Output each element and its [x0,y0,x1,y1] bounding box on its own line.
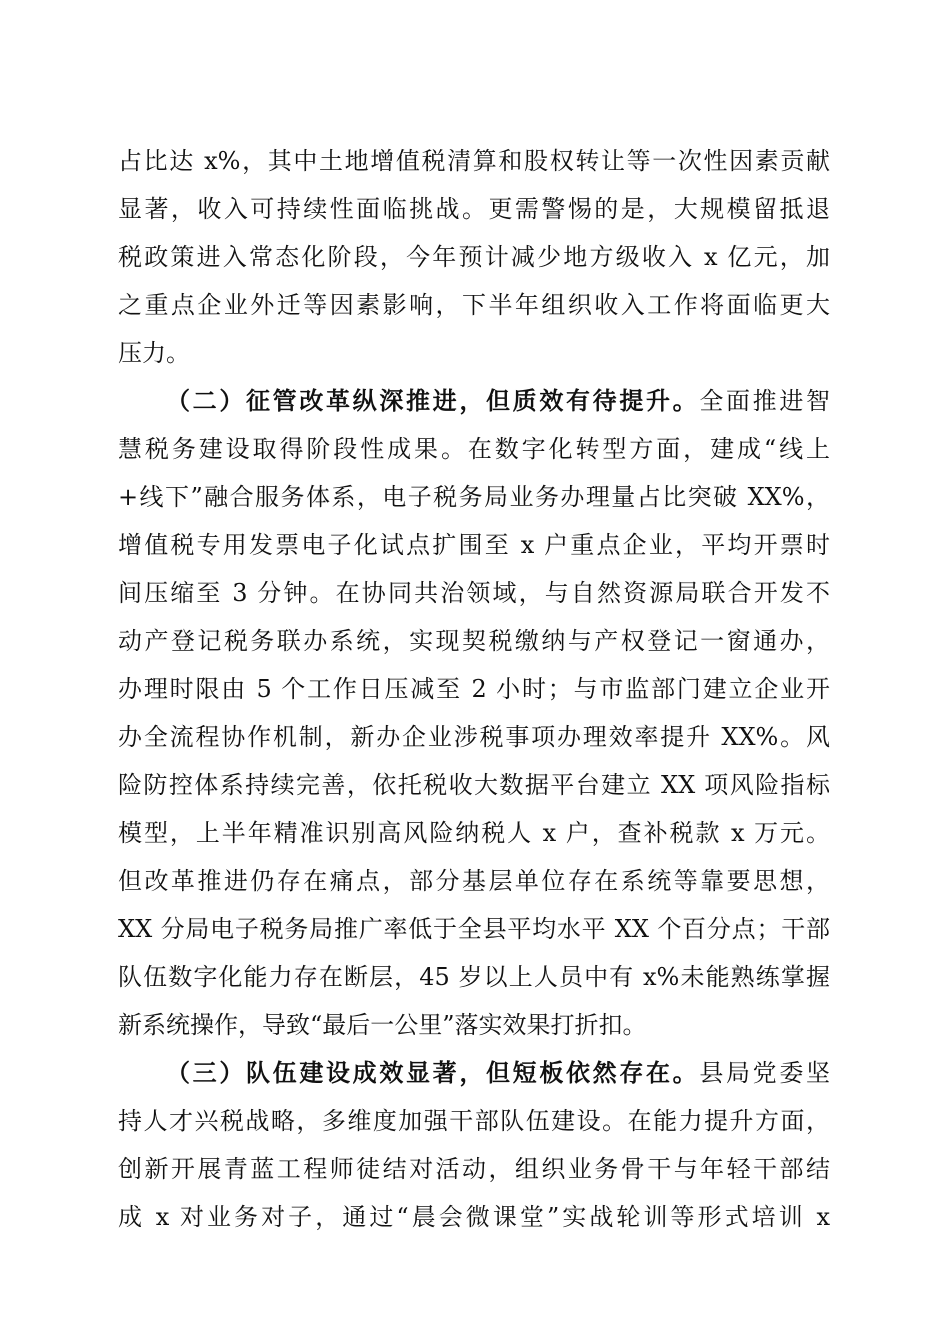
paragraph-line: 之重点企业外迁等因素影响，下半年组织收入工作将面临更大 [118,291,830,319]
paragraph-text: 全面推进智 [699,387,831,415]
paragraph-line: 办全流程协作机制，新办企业涉税事项办理效率提升 XX%。风 [118,723,830,751]
paragraph-line: 税政策进入常态化阶段，今年预计减少地方级收入 x 亿元，加 [118,243,830,271]
paragraph-line: 占比达 x%，其中土地增值税清算和股权转让等一次性因素贡献 [118,147,830,175]
paragraph-text: 县局党委坚 [699,1059,831,1087]
paragraph-line: 新系统操作，导致“最后一公里”落实效果打折扣。 [118,1011,647,1039]
paragraph-line: 持人才兴税战略，多维度加强干部队伍建设。在能力提升方面， [118,1107,830,1135]
paragraph-line: 显著，收入可持续性面临挑战。更需警惕的是，大规模留抵退 [118,195,830,223]
section-heading: （三）队伍建设成效显著，但短板依然存在。 [166,1058,700,1087]
paragraph-line: 动产登记税务联办系统，实现契税缴纳与产权登记一窗通办， [118,627,830,655]
paragraph-line: 模型，上半年精准识别高风险纳税人 x 户，查补税款 x 万元。 [118,819,830,847]
paragraph-line: +线下”融合服务体系，电子税务局业务办理量占比突破 XX%， [118,483,830,511]
paragraph-line: 队伍数字化能力存在断层，45 岁以上人员中有 x%未能熟练掌握 [118,963,830,991]
section-heading: （二）征管改革纵深推进，但质效有待提升。 [166,386,700,415]
paragraph-line: 成 x 对业务对子，通过“晨会微课堂”实战轮训等形式培训 x [118,1203,830,1231]
section-heading-line [166,381,830,421]
paragraph-line: XX 分局电子税务局推广率低于全县平均水平 XX 个百分点；干部 [118,915,830,943]
paragraph-line: 办理时限由 5 个工作日压减至 2 小时；与市监部门建立企业开 [118,675,830,703]
paragraph-line: 慧税务建设取得阶段性成果。在数字化转型方面，建成“线上 [118,435,830,463]
section-heading-line [166,1053,830,1093]
paragraph-line: 但改革推进仍存在痛点，部分基层单位存在系统等靠要思想， [118,867,830,895]
paragraph-line: 压力。 [118,339,190,367]
paragraph-line: 创新开展青蓝工程师徒结对活动，组织业务骨干与年轻干部结 [118,1155,830,1183]
paragraph-line: 增值税专用发票电子化试点扩围至 x 户重点企业，平均开票时 [118,531,830,559]
paragraph-line: 间压缩至 3 分钟。在协同共治领域，与自然资源局联合开发不 [118,579,830,607]
paragraph-line: 险防控体系持续完善，依托税收大数据平台建立 XX 项风险指标 [118,771,830,799]
